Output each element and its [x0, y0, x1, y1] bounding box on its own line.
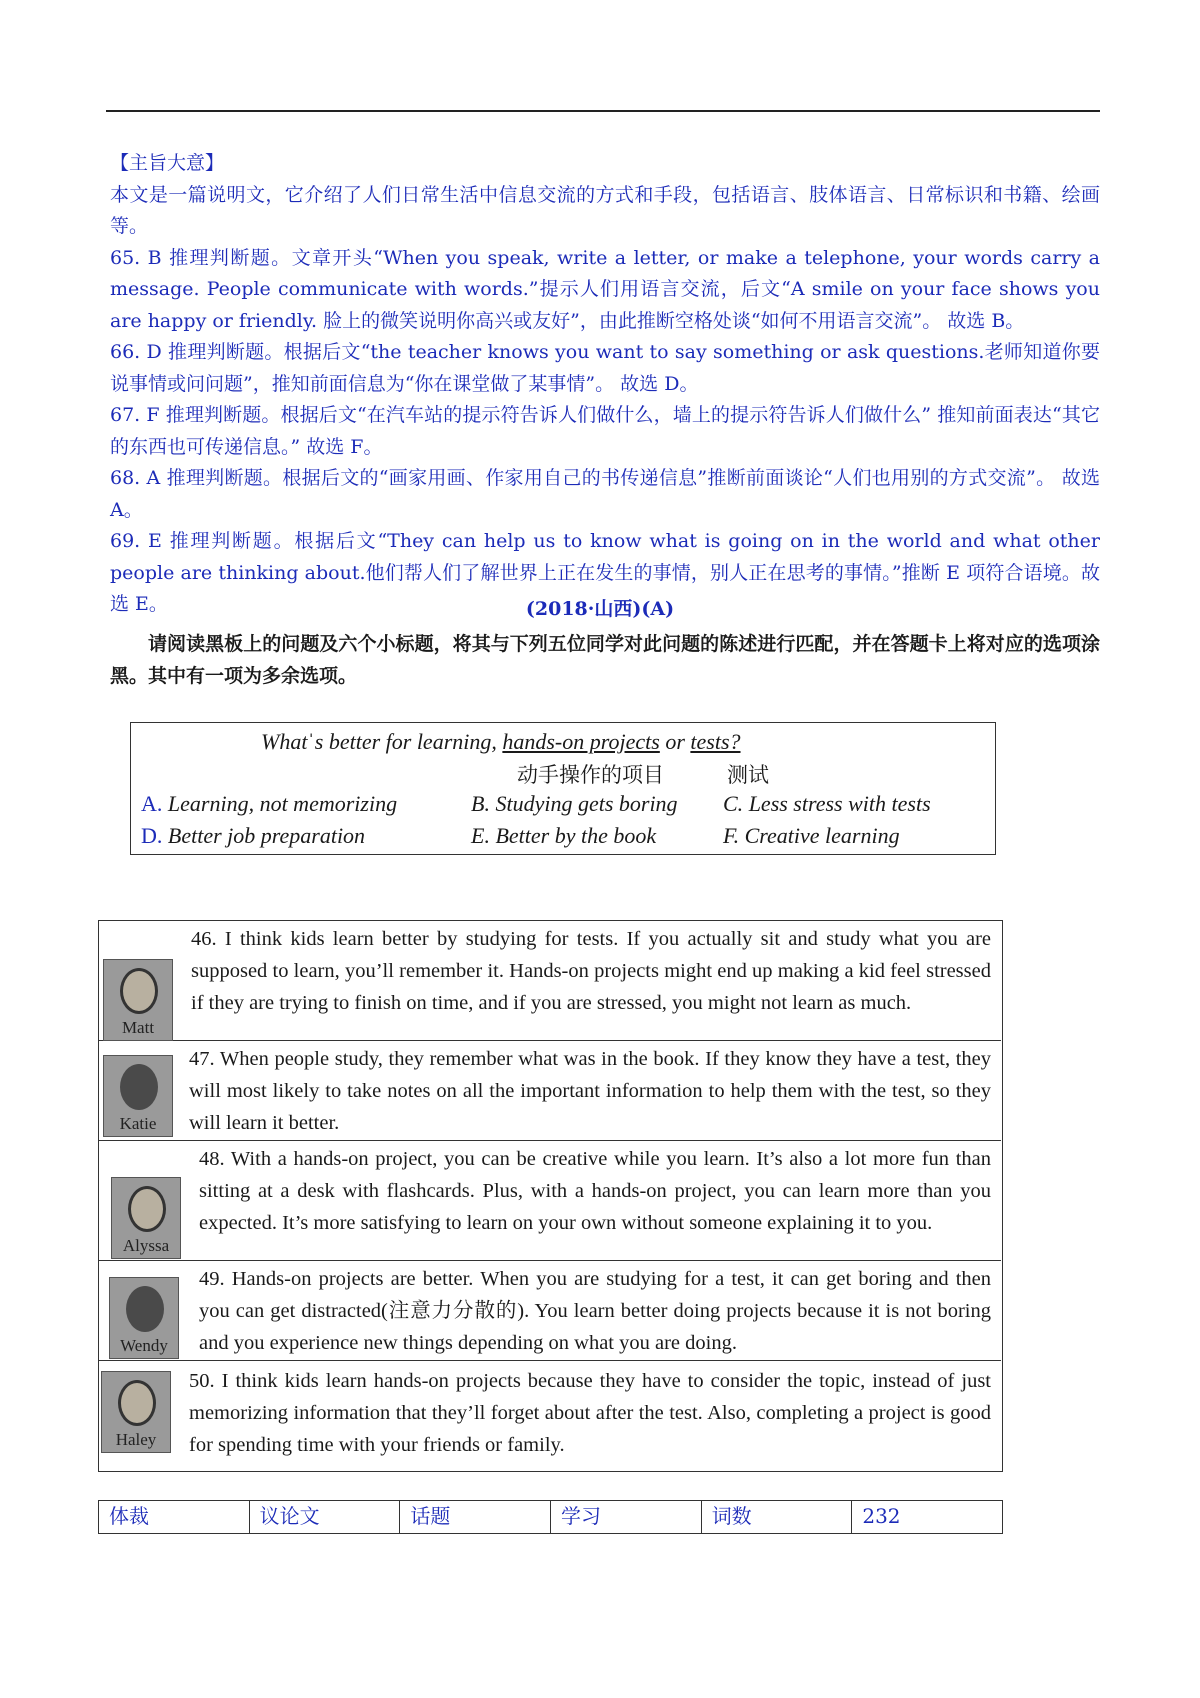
option-f: F. Creative learning	[723, 823, 900, 848]
avatar-katie: Katie	[103, 1055, 173, 1137]
passage-info-table	[98, 1500, 1003, 1534]
statement-46: 46. I think kids learn better by studying for tests. If you actually sit and study what you are supposed to learn, you’ll remember it. Hands-on projects might end up making a kid feel stressed if they are trying to finish on time, and if you are stressed, you might not learn as much.	[191, 928, 991, 1014]
analysis-summary: 本文是一篇说明文，它介绍了人们日常生活中信息交流的方式和手段，包括语言、肢体语言、日常标识和书籍、绘画等。	[110, 183, 1100, 237]
word-count-value: 232	[862, 1504, 901, 1528]
genre-value: 议论文	[250, 1501, 401, 1533]
section-instruction: 请阅读黑板上的问题及六个小标题，将其与下列五位同学对此问题的陈述进行匹配，并在答题卡上将对应的选项涂黑。其中有一项为多余选项。	[110, 633, 1100, 687]
option-d: D. Better job preparation	[141, 823, 366, 848]
blackboard-question-box	[130, 722, 996, 855]
statement-card-matt	[99, 921, 1001, 1041]
term1-translation: 动手操作的项目	[517, 763, 664, 787]
option-a: A. Learning, not memorizing	[141, 791, 398, 816]
analysis-item-69: 69. E 推理判断题。根据后文“They can help us to know what is going on in the world and what other people are thinking about.他们帮人们了解世界上正在发生的事情，别人正在思考的事情。”推断 E 项符合语境。故选 E。	[110, 530, 1100, 615]
statement-card-alyssa	[99, 1141, 1001, 1261]
option-e: E. Better by the book	[471, 823, 657, 848]
word-count-label: 词数	[702, 1501, 853, 1533]
analysis-heading: 【主旨大意】	[110, 152, 225, 174]
avatar-wendy: Wendy	[109, 1277, 179, 1359]
statement-card-wendy	[99, 1261, 1001, 1361]
statement-47: 47. When people study, they remember what was in the book. If they know they have a test, they will most likely to take notes on all the important information to help them with the test, so they will learn it better.	[189, 1048, 991, 1134]
statement-48: 48. With a hands-on project, you can be creative while you learn. It’s also a lot more fun than sitting at a desk with flashcards. Plus, with a hands-on project, you can learn more than you expected. It’s more satisfying to learn on your own without someone explaining it to you.	[199, 1148, 991, 1234]
topic-value: 学习	[551, 1501, 702, 1533]
option-c: C. Less stress with tests	[723, 791, 931, 816]
student-statements	[98, 920, 1003, 1472]
term-tests: tests?	[690, 729, 741, 754]
genre-label: 体裁	[99, 1501, 250, 1533]
header-rule	[106, 110, 1100, 112]
statement-card-katie	[99, 1041, 1001, 1141]
option-b: B. Studying gets boring	[471, 791, 678, 816]
avatar-alyssa: Alyssa	[111, 1177, 181, 1259]
section-title: (2018·山西)(A)	[525, 598, 675, 620]
board-question: Whatˈs better for learning, hands-on projects or tests?	[261, 729, 741, 754]
topic-label: 话题	[400, 1501, 551, 1533]
term2-translation: 测试	[727, 763, 769, 787]
analysis-item-66: 66. D 推理判断题。根据后文“the teacher knows you want to say something or ask questions.老师知道你要说事情或问问题”，推知前面信息为“你在课堂做了某事情”。 故选 D。	[110, 341, 1100, 395]
analysis-item-68: 68. A 推理判断题。根据后文的“画家用画、作家用自己的书传递信息”推断前面谈论“人们也用别的方式交流”。 故选 A。	[110, 467, 1100, 521]
analysis-item-65: 65. B 推理判断题。文章开头“When you speak, write a letter, or make a telephone, your words carry a message. People communicate with words.”提示人们用语言交流，后文“A smile on your face shows you are happy or friendly. 脸上的微笑说明你高兴或友好”，由此推断空格处谈“如何不用语言交流”。 故选 B。	[110, 246, 1100, 332]
avatar-matt: Matt	[103, 959, 173, 1041]
answer-analysis	[110, 148, 1100, 621]
term-hands-on: hands-on projects	[502, 729, 660, 754]
avatar-haley: Haley	[101, 1371, 171, 1453]
statement-card-haley	[99, 1361, 1001, 1471]
analysis-item-67: 67. F 推理判断题。根据后文“在汽车站的提示符告诉人们做什么，墙上的提示符告诉人们做什么” 推知前面表达“其它的东西也可传递信息。” 故选 F。	[110, 404, 1100, 458]
statement-50: 50. I think kids learn hands-on projects because they have to consider the topic, instead of just memorizing information that they’ll forget about after the test. Also, completing a project is good for spending time with your friends or family.	[189, 1370, 991, 1456]
statement-49: 49. Hands-on projects are better. When you are studying for a test, it can get boring and then you can get distracted(注意力分散的). You learn better doing projects because it is not boring and you experience new things depending on what you are doing.	[199, 1268, 991, 1354]
